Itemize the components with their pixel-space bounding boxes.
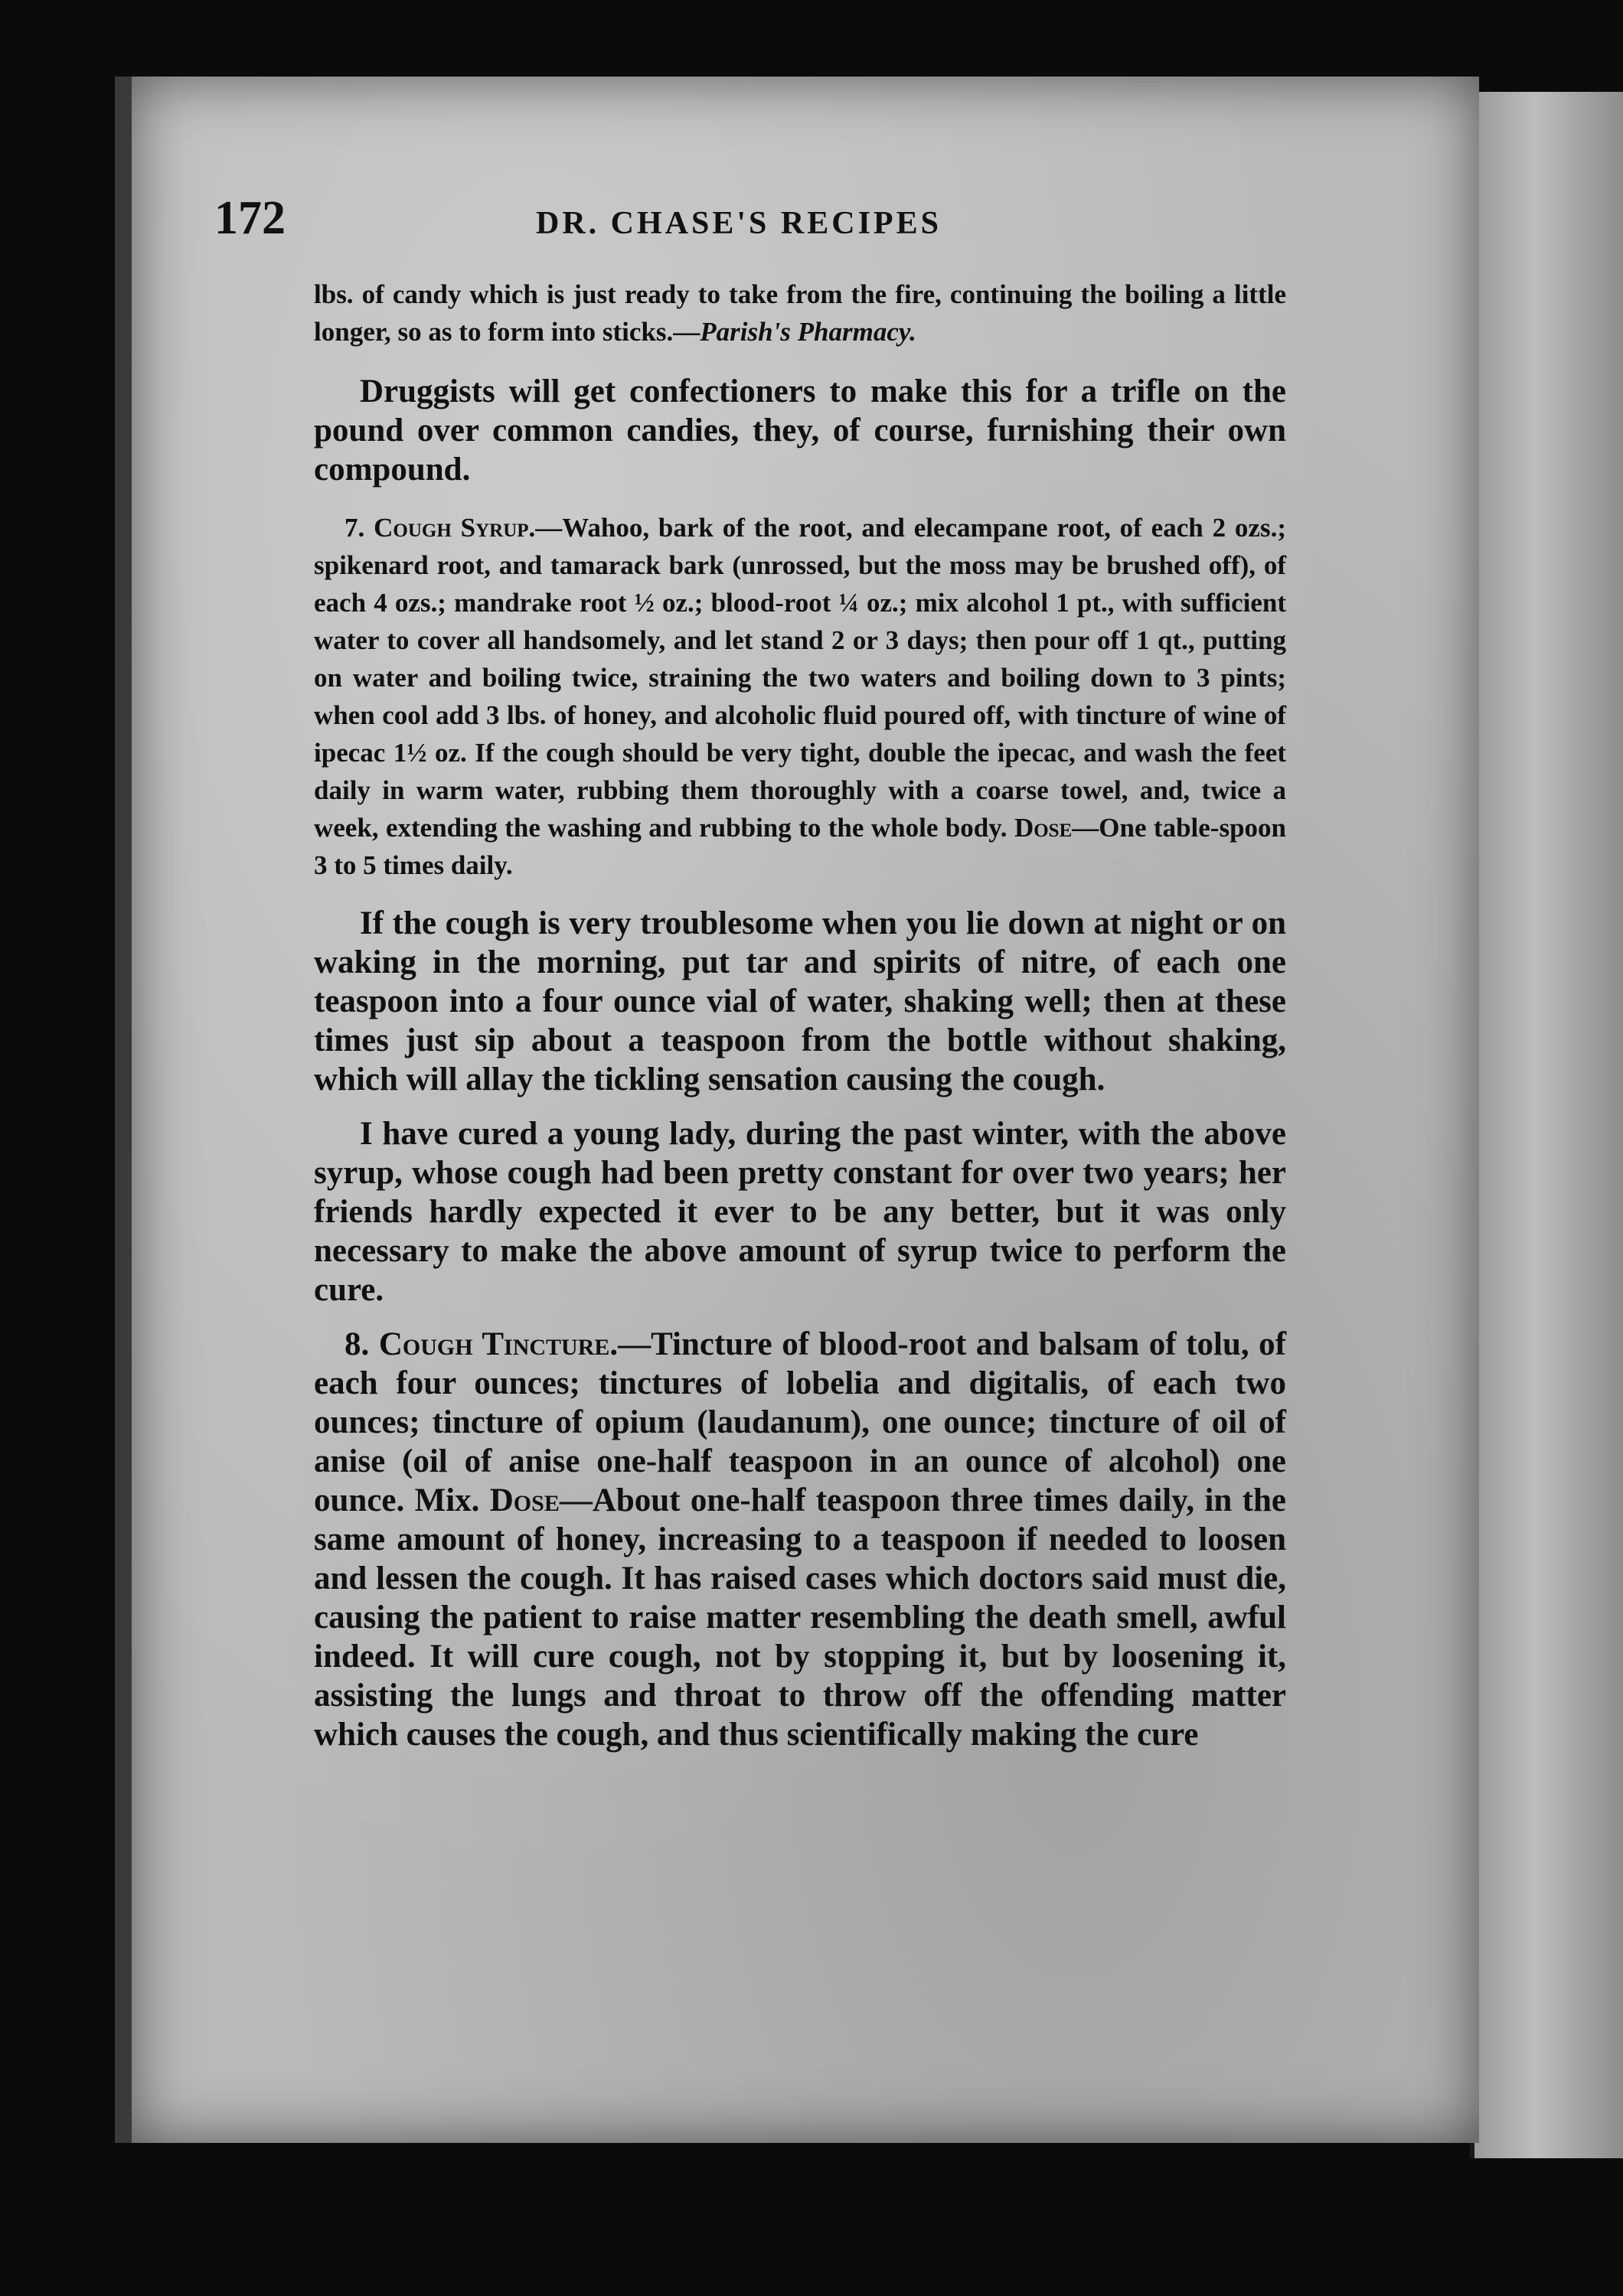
druggists-paragraph: Druggists will get confectioners to make this for a trifle on the pound over common candies, they, of course, furnishing their own compound. bbox=[314, 373, 1286, 488]
recipe-number: 8. bbox=[345, 1326, 370, 1362]
page-body bbox=[314, 276, 1286, 1754]
running-title: DR. CHASE'S RECIPES bbox=[536, 206, 942, 241]
recipe-title: Cough Syrup. bbox=[374, 513, 536, 543]
source-citation: Parish's Pharmacy. bbox=[700, 317, 916, 347]
dose-label: Dose bbox=[489, 1482, 560, 1518]
recipe-body: —Tincture of blood-root and balsam of tolu, of each four ounces; tinctures of lobelia and digitalis, of each two ounces; tincture of opium (laudanum), one ounce; tincture of oil of anise (oil of anise one-half teaspoon in an ounce of alcohol) one ounce. Mix. bbox=[314, 1326, 1286, 1518]
cough-at-night-paragraph: If the cough is very troublesome when you lie down at night or on waking in the morning, put tar and spirits of nitre, of each one teaspoon into a four ounce vial of water, shaking well; then at these times just sip about a teaspoon from the bottle without shaking, which will allay the tickling sensation causing the cough. bbox=[314, 905, 1286, 1097]
dose-label: Dose bbox=[1014, 813, 1073, 843]
recipe-cough-syrup bbox=[314, 509, 1286, 884]
continued-paragraph bbox=[314, 276, 1286, 351]
recipe-title: Cough Tincture. bbox=[378, 1326, 619, 1362]
recipe-cough-tincture bbox=[314, 1325, 1286, 1754]
testimonial-paragraph: I have cured a young lady, during the past winter, with the above syrup, whose cough had been pretty constant for over two years; her friends hardly expected it ever to be any better, but it was only necessary to make the above amount of syrup twice to perform the cure. bbox=[314, 1116, 1286, 1308]
recipe-body-continued: —About one-half teaspoon three times daily, in the same amount of honey, increasing to a teaspoon if needed to loosen and lessen the cough. It has raised cases which doctors said must die, causing the patient to raise matter resembling the death smell, awful indeed. It will cure cough, not by stopping it, but by loosening it, assisting the lungs and throat to throw off the offending matter which causes the cough, and thus scientifically making the cure bbox=[314, 1482, 1286, 1753]
page-number: 172 bbox=[214, 192, 286, 244]
recipe-number: 7. bbox=[345, 513, 365, 543]
recipe-body: —Wahoo, bark of the root, and elecampane root, of each 2 ozs.; spikenard root, and tamarack bark (unrossed, but the moss may be brushed off), of each 4 ozs.; mandrake root ½ oz.; blood-root ¼ oz.; mix alcohol 1 pt., with sufficient water to cover all handsomely, and let stand 2 or 3 days; then pour off 1 qt., putting on water and boiling twice, straining the two waters and boiling down to 3 pints; when cool add 3 lbs. of honey, and alcoholic fluid poured off, with tincture of wine of ipecac 1½ oz. If the cough should be very tight, double the ipecac, and wash the feet daily in warm water, rubbing them thoroughly with a coarse towel, and, twice a week, extending the washing and rubbing to the whole body. bbox=[314, 513, 1286, 843]
facing-page-edge bbox=[1470, 92, 1623, 2158]
page-header bbox=[214, 191, 1301, 253]
dose-text: —One table-spoon 3 to 5 times daily. bbox=[314, 813, 1286, 880]
continued-text: lbs. of candy which is just ready to take from the fire, continuing the boiling a little longer, so as to form into sticks.— bbox=[314, 279, 1286, 347]
